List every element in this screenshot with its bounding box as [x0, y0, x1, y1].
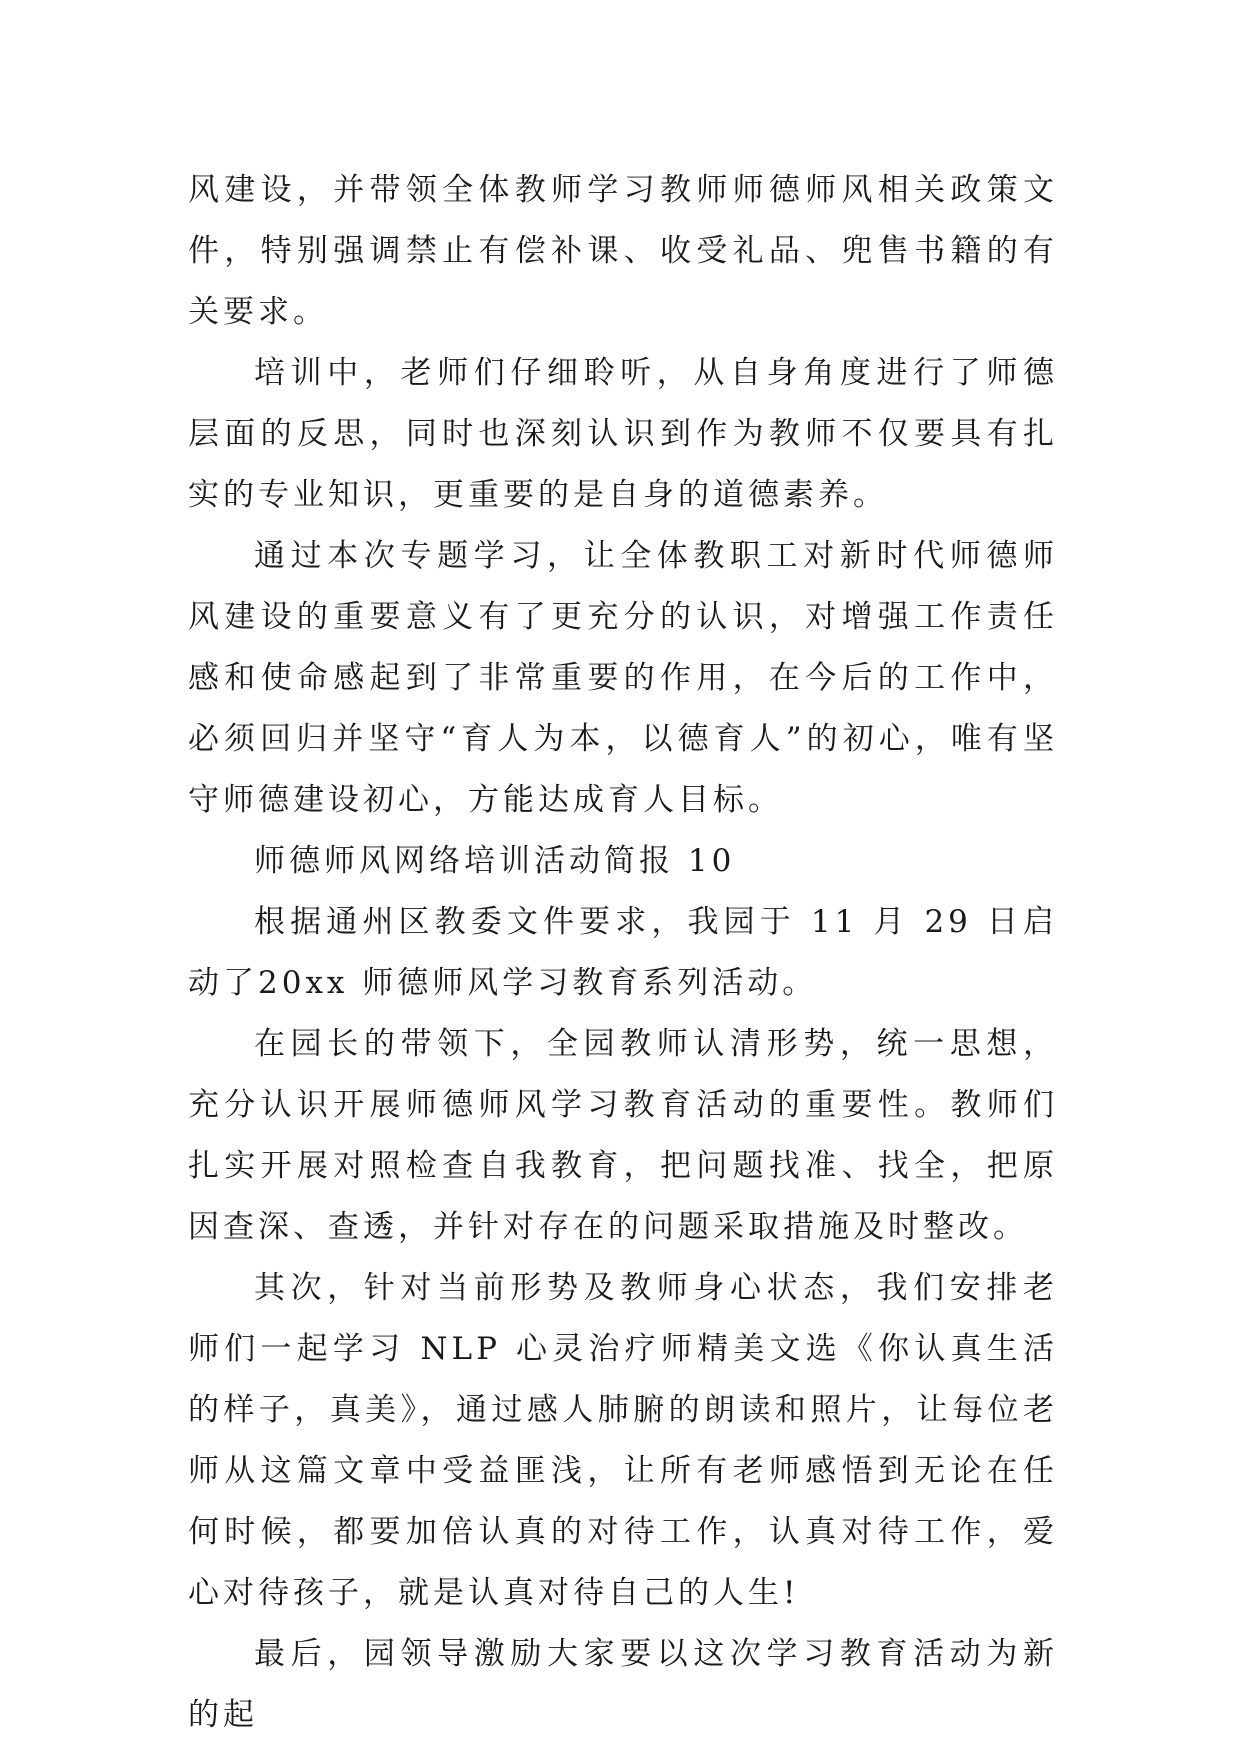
section-heading: 师德师风网络培训活动简报 10 [254, 843, 736, 879]
paragraph-launch: 根据通州区教委文件要求，我园于 11 月 29 日启动了20xx 师德师风学习教育系列活动。 [188, 904, 1058, 1001]
paragraph-continued: 风建设，并带领全体教师学习教师师德师风相关政策文件，特别强调禁止有偿补课、收受礼品、兜售书籍的有关要求。 [188, 172, 1058, 330]
paragraph-study-summary: 通过本次专题学习，让全体教职工对新时代师德师风建设的重要意义有了更充分的认识，对增强工作责任感和使命感起到了非常重要的作用，在今后的工作中，必须回归并坚守“育人为本，以德育人”的初心，唯有坚守师德建设初心，方能达成育人目标。 [188, 538, 1058, 818]
paragraph-leadership: 在园长的带领下，全园教师认清形势，统一思想，充分认识开展师德师风学习教育活动的重要性。教师们扎实开展对照检查自我教育，把问题找准、找全，把原因查深、查透，并针对存在的问题采取措施及时整改。 [188, 1026, 1058, 1245]
paragraph-training-reflection: 培训中，老师们仔细聆听，从自身角度进行了师德层面的反思，同时也深刻认识到作为教师不仅要具有扎实的专业知识，更重要的是自身的道德素养。 [188, 355, 1058, 513]
document-body [188, 160, 1058, 1746]
paragraph-next-steps: 其次，针对当前形势及教师身心状态，我们安排老师们一起学习 NLP 心灵治疗师精美文选《你认真生活的样子，真美》，通过感人肺腑的朗读和照片，让每位老师从这篇文章中受益匪浅，让所有老师感悟到无论在任何时候，都要加倍认真的对待工作，认真对待工作，爱心对待孩子，就是认真对待自己的人生! [188, 1270, 1058, 1611]
paragraph-finally: 最后，园领导激励大家要以这次学习教育活动为新的起 [188, 1636, 1058, 1733]
